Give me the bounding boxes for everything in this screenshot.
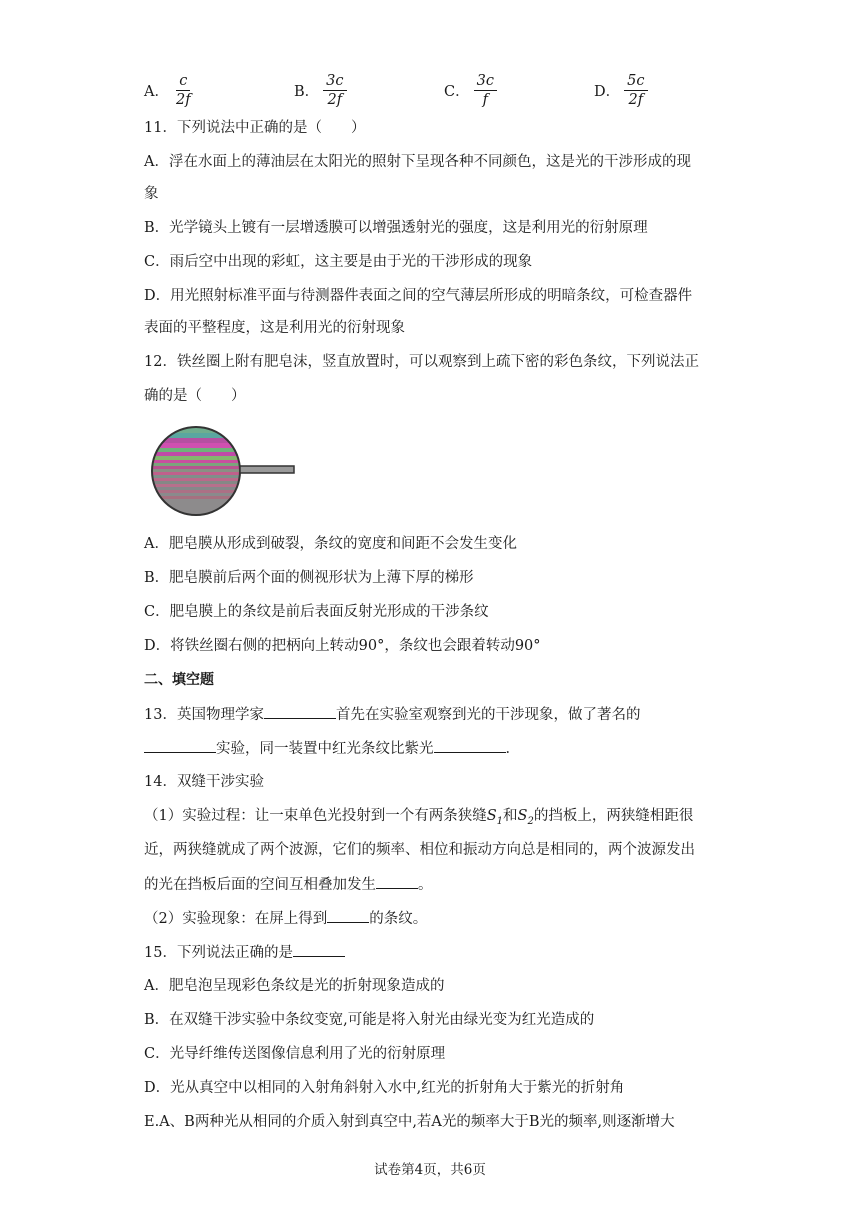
q13-line-2: 实验，同一装置中红光条纹比紫光 ．	[144, 738, 520, 759]
q11-option-b: B．光学镜头上镀有一层增透膜可以增强透射光的强度，这是利用光的衍射原理	[144, 220, 648, 236]
q12-stem: 12．铁丝圈上附有肥皂沫，竖直放置时，可以观察到上疏下密的彩色条纹，下列说法正	[144, 354, 699, 370]
fraction: $\frac{3c}{f}$	[474, 72, 497, 109]
q15-stem: 15．下列说法正确的是	[144, 942, 345, 963]
q12-option-d: D．将铁丝圈右侧的把柄向上转动90°，条纹也会跟着转动90°	[144, 638, 541, 654]
q14-part2: （2）实验现象：在屏上得到 的条纹。	[144, 908, 427, 929]
q10-option-a: A． $\frac{c}{2f}$	[144, 68, 194, 112]
q11-stem: 11．下列说法中正确的是（ ）	[144, 120, 366, 136]
q14-stem: 14．双缝干涉实验	[144, 774, 264, 790]
q14-part1-line-3: 的光在挡板后面的空间互相叠加发生 。	[144, 874, 433, 895]
q12-option-b: B．肥皂膜前后两个面的侧视形状为上薄下厚的梯形	[144, 570, 474, 586]
q15-option-b: B．在双缝干涉实验中条纹变宽,可能是将入射光由绿光变为红光造成的	[144, 1012, 595, 1028]
q11-option-d: D．用光照射标准平面与待测器件表面之间的空气薄层所形成的明暗条纹，可检查器件	[144, 288, 693, 304]
q14-part1-line-1: （1）实验过程：让一束单色光投射到一个有两条狭缝$S_1$和$S_2$的挡板上，两狭缝相距很	[144, 808, 694, 827]
q10-option-b: B． $\frac{3c}{2f}$	[294, 68, 347, 112]
answer-blank[interactable]	[327, 908, 369, 923]
q11-option-c: C．雨后空中出现的彩虹，这主要是由于光的干涉形成的现象	[144, 254, 533, 270]
q14-part1-line-2: 近，两狭缝就成了两个波源，它们的频率、相位和振动方向总是相同的，两个波源发出	[144, 842, 695, 858]
q15-option-e: E.A、B两种光从相同的介质入射到真空中,若A光的频率大于B光的频率,则逐渐增大	[144, 1114, 675, 1130]
q10-option-c: C． $\frac{3c}{f}$	[444, 68, 497, 112]
answer-blank[interactable]	[434, 738, 506, 753]
q11-option-d-cont: 表面的平整程度，这是利用光的衍射现象	[144, 320, 405, 336]
answer-blank[interactable]	[293, 942, 345, 957]
answer-blank[interactable]	[376, 874, 418, 889]
soap-film	[150, 425, 242, 517]
wire-handle	[240, 466, 294, 473]
page-footer: 试卷第4页，共6页	[374, 1162, 486, 1178]
section-heading-fill-in: 二、填空题	[144, 672, 214, 688]
q10-options	[144, 68, 704, 112]
q11-option-a-cont: 象	[144, 186, 159, 202]
q15-option-d: D．光从真空中以相同的入射角斜射入水中,红光的折射角大于紫光的折射角	[144, 1080, 625, 1096]
q13-line-1: 13．英国物理学家 首先在实验室观察到光的干涉现象，做了著名的	[144, 704, 640, 725]
q12-stem-cont: 确的是（ ）	[144, 388, 246, 404]
q15-option-a: A．肥皂泡呈现彩色条纹是光的折射现象造成的	[144, 978, 445, 994]
fraction: $\frac{5c}{2f}$	[624, 72, 647, 109]
q12-option-c: C．肥皂膜上的条纹是前后表面反射光形成的干涉条纹	[144, 604, 489, 620]
q11-option-a: A．浮在水面上的薄油层在太阳光的照射下呈现各种不同颜色，这是光的干涉形成的现	[144, 154, 691, 170]
fraction: $\frac{3c}{2f}$	[323, 72, 346, 109]
fraction: $\frac{c}{2f}$	[175, 72, 191, 108]
answer-blank[interactable]	[264, 704, 336, 719]
q10-option-d: D． $\frac{5c}{2f}$	[594, 68, 648, 112]
answer-blank[interactable]	[144, 738, 216, 753]
soap-film-wire-loop-figure	[150, 425, 300, 517]
q12-option-a: A．肥皂膜从形成到破裂，条纹的宽度和间距不会发生变化	[144, 536, 517, 552]
q15-option-c: C．光导纤维传送图像信息利用了光的衍射原理	[144, 1046, 446, 1062]
